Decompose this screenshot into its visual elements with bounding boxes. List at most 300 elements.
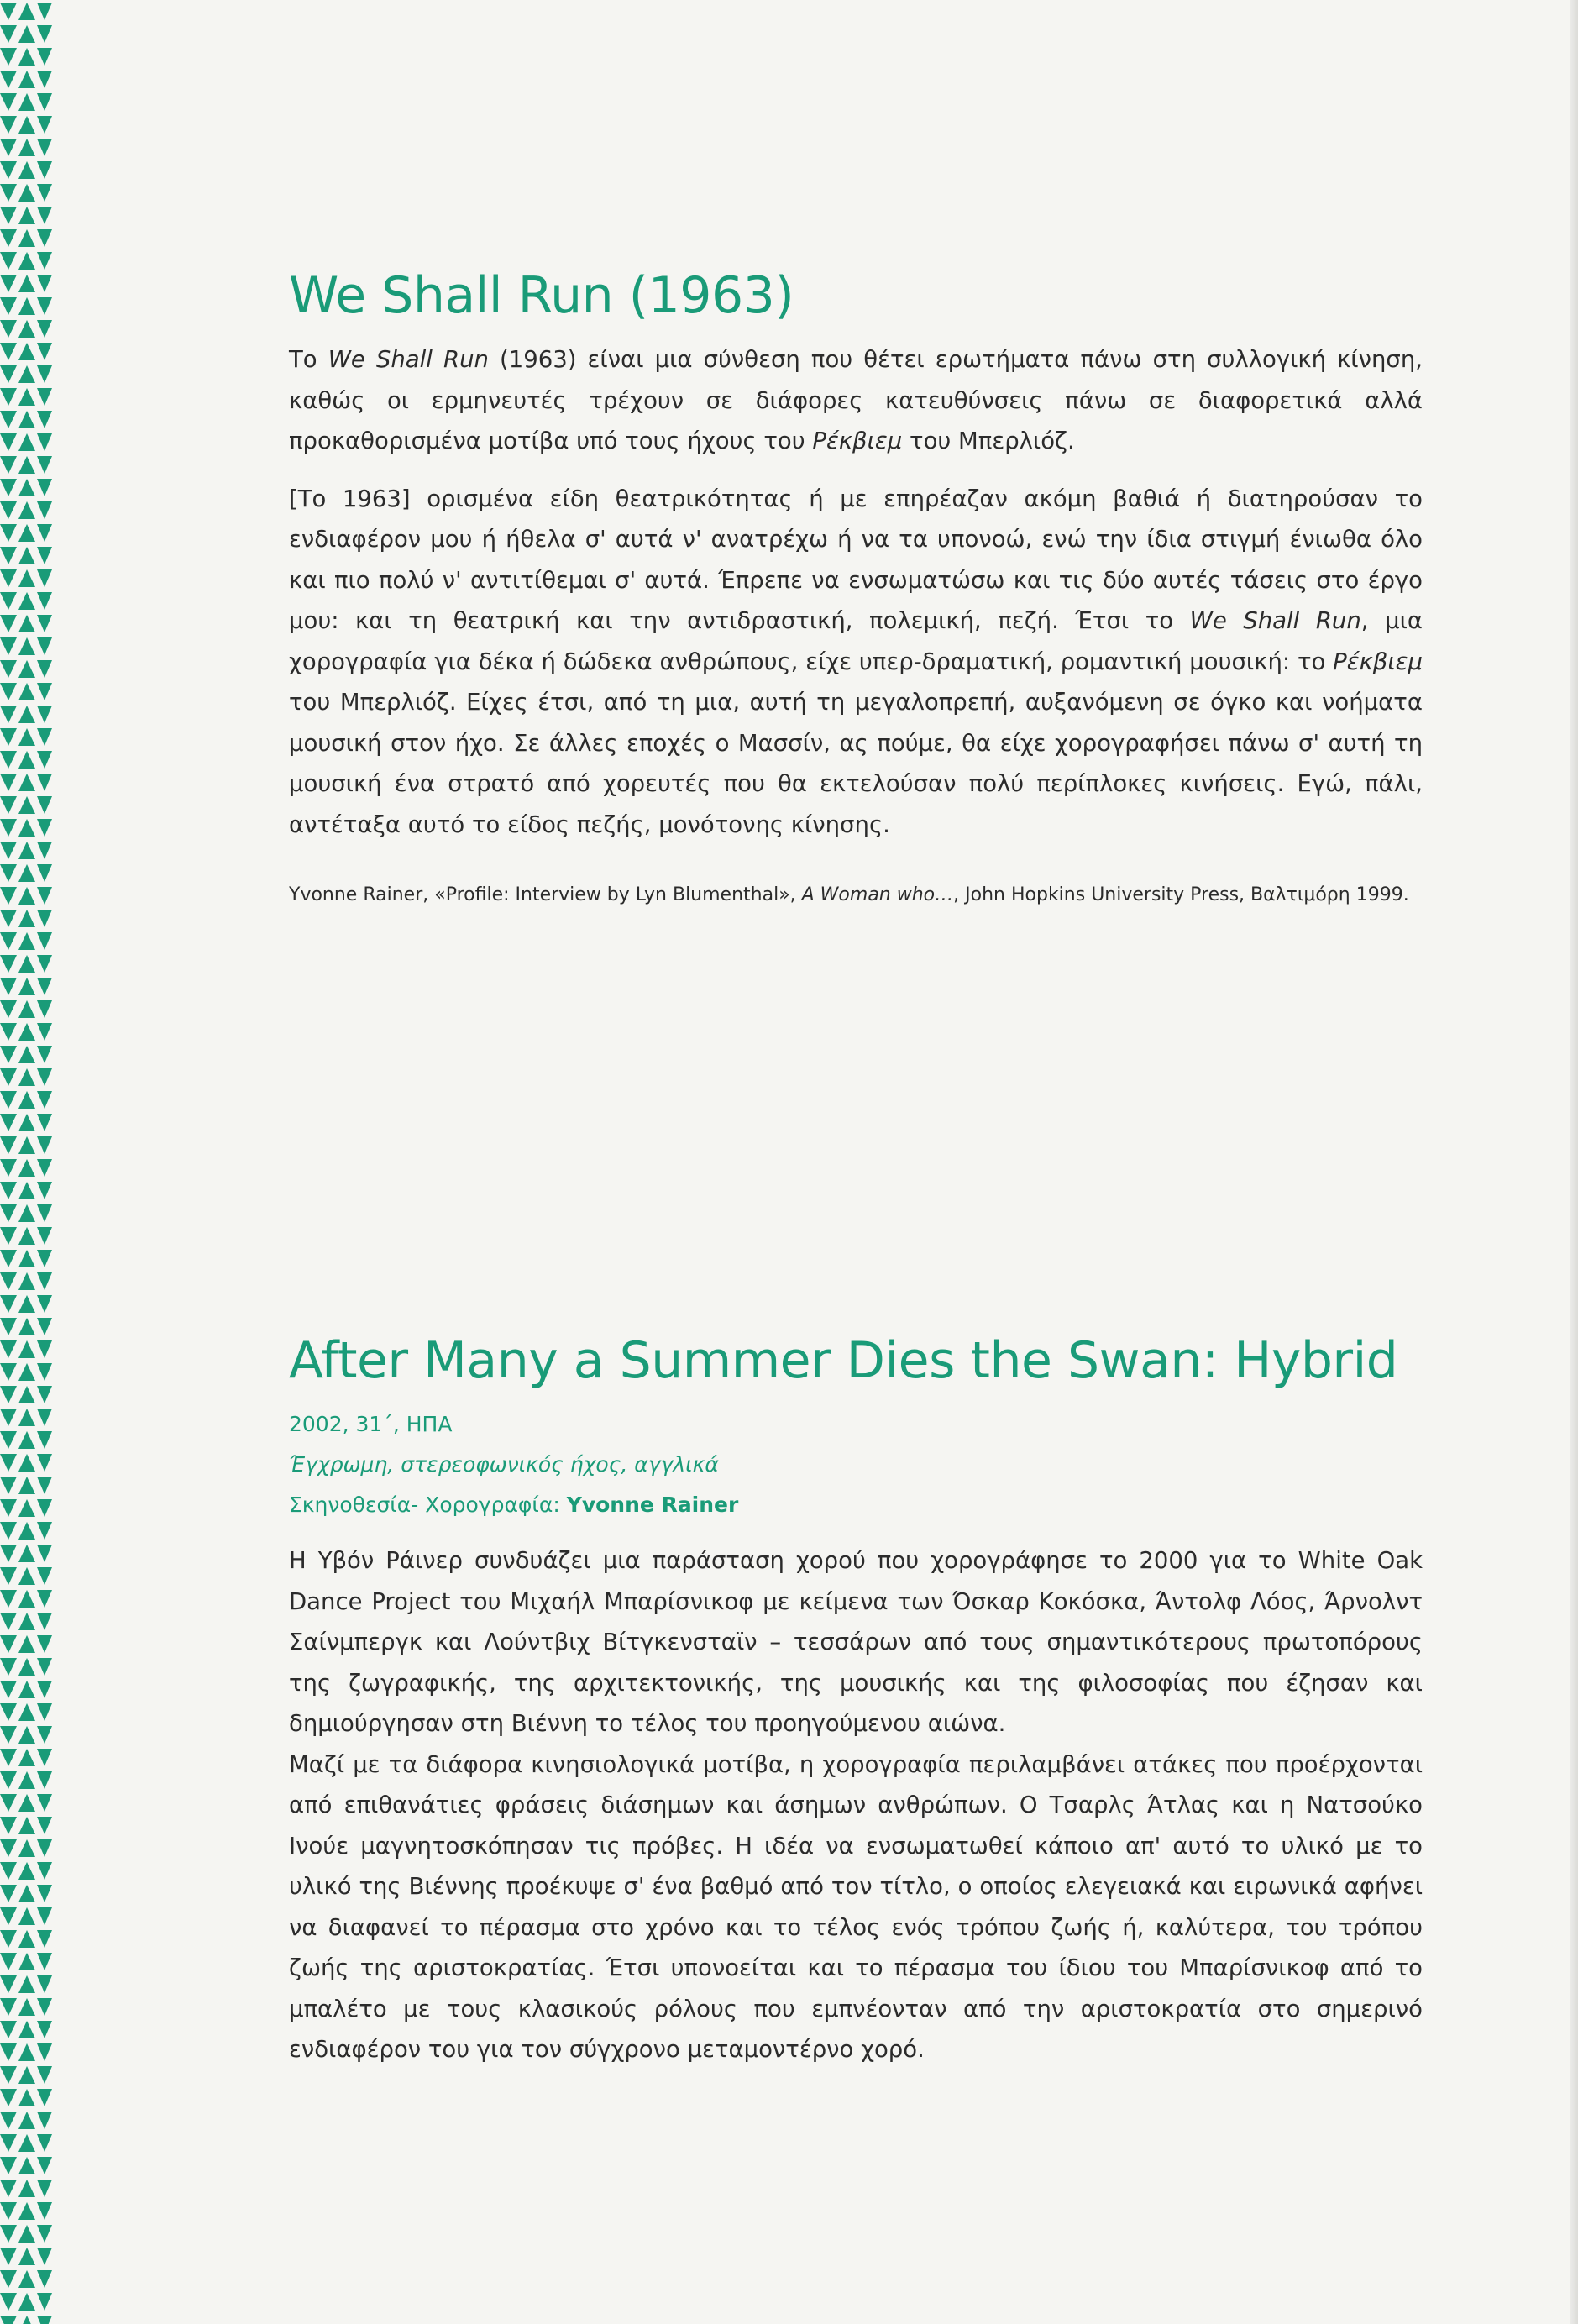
- triangle: [37, 774, 52, 791]
- triangle-row: [0, 411, 52, 428]
- triangle: [0, 275, 17, 292]
- triangle: [18, 660, 35, 678]
- triangle: [37, 1726, 52, 1744]
- triangle: [18, 2066, 35, 2084]
- triangle: [37, 706, 52, 723]
- triangle: [0, 932, 17, 950]
- triangle: [0, 1477, 17, 1494]
- triangle-row: [0, 1975, 52, 1993]
- triangle: [18, 842, 35, 859]
- italic-text: We Shall Run: [328, 346, 489, 373]
- triangle-row: [0, 1272, 52, 1290]
- triangle: [0, 751, 17, 769]
- film-format-text: Έγχρωμη, στερεοφωνικός ήχος, αγγλικά: [289, 1452, 719, 1477]
- triangle: [37, 932, 52, 950]
- triangle: [0, 93, 17, 111]
- triangle: [0, 1703, 17, 1721]
- triangle: [18, 229, 35, 247]
- triangle-row: [0, 1136, 52, 1154]
- triangle: [37, 683, 52, 700]
- triangle-row: [0, 1703, 52, 1721]
- triangle-row: [0, 433, 52, 451]
- triangle-row: [0, 1545, 52, 1562]
- triangle-row: [0, 139, 52, 156]
- triangle: [37, 501, 52, 519]
- triangle: [18, 706, 35, 723]
- triangle: [18, 864, 35, 882]
- triangle: [37, 343, 52, 360]
- triangle-row: [0, 3, 52, 20]
- triangle: [37, 1613, 52, 1630]
- triangle: [0, 207, 17, 224]
- triangle: [37, 93, 52, 111]
- text-run: Yvonne Rainer, «Profile: Interview by Lyn Blumenthal»,: [289, 884, 802, 905]
- triangle: [0, 1953, 17, 1970]
- paragraph: [289, 479, 1423, 846]
- triangle: [37, 25, 52, 43]
- triangle-row: [0, 1613, 52, 1630]
- triangle: [0, 2043, 17, 2061]
- triangle: [18, 978, 35, 995]
- paragraph: [289, 339, 1423, 462]
- triangle: [37, 2021, 52, 2038]
- triangle: [37, 1522, 52, 1540]
- triangle-row: [0, 1409, 52, 1426]
- film-credits: [289, 1485, 1423, 1525]
- triangle: [18, 1046, 35, 1063]
- triangle: [18, 388, 35, 406]
- triangle: [37, 2089, 52, 2106]
- triangle-row: [0, 1363, 52, 1381]
- triangle: [18, 1975, 35, 1993]
- triangle: [0, 1817, 17, 1834]
- triangle: [0, 71, 17, 88]
- triangle: [37, 1272, 52, 1290]
- triangle: [37, 207, 52, 224]
- triangle-row: [0, 456, 52, 474]
- triangle: [18, 1091, 35, 1109]
- triangle: [0, 683, 17, 700]
- triangle: [37, 1658, 52, 1676]
- triangle: [18, 139, 35, 156]
- triangle: [18, 1771, 35, 1789]
- triangle: [0, 910, 17, 927]
- triangle: [0, 229, 17, 247]
- triangle: [18, 1953, 35, 1970]
- triangle-row: [0, 978, 52, 995]
- triangle-row: [0, 2293, 52, 2311]
- text-run: , μια χορογραφία για δέκα ή δώδεκα ανθρώπους, είχε υπερ-δραματική, ρομαντική μουσική: το: [289, 607, 1423, 675]
- triangle: [0, 2225, 17, 2243]
- triangle-row: [0, 1930, 52, 1948]
- triangle-row: [0, 637, 52, 655]
- triangle: [0, 116, 17, 134]
- triangle: [37, 1499, 52, 1517]
- triangle: [37, 1953, 52, 1970]
- triangle: [37, 2248, 52, 2265]
- triangle-row: [0, 524, 52, 542]
- text-run: , John Hopkins University Press, Βαλτιμόρη 1999.: [953, 884, 1409, 905]
- triangle: [0, 1839, 17, 1857]
- triangle: [37, 1862, 52, 1880]
- triangle-row: [0, 2180, 52, 2197]
- triangle: [0, 864, 17, 882]
- triangle: [18, 320, 35, 338]
- triangle: [18, 1862, 35, 1880]
- triangle: [37, 2293, 52, 2311]
- triangle-row: [0, 569, 52, 587]
- triangle: [37, 1635, 52, 1653]
- triangle: [0, 1545, 17, 1562]
- triangle: [18, 1000, 35, 1018]
- film-format: [289, 1445, 1423, 1485]
- triangle-row: [0, 1182, 52, 1199]
- triangle: [0, 728, 17, 746]
- triangle: [18, 887, 35, 905]
- triangle: [0, 2248, 17, 2265]
- triangle-row: [0, 229, 52, 247]
- triangle: [18, 1522, 35, 1540]
- triangle: [37, 2112, 52, 2129]
- triangle: [0, 2202, 17, 2220]
- triangle-row: [0, 479, 52, 496]
- triangle: [18, 1681, 35, 1698]
- triangle: [18, 184, 35, 202]
- text-run: Η Υβόν Ράινερ συνδυάζει μια παράσταση χορού που χορογράφησε το 2000 για το White Oak Dance Project του Μιχαήλ Μπαρίσνικοφ με κείμενα των Όσκαρ Κοκόσκα, Άντολφ Λόος, Άρνολντ Σαίνμπεργκ και Λούντβιχ Βίτγκενσταϊν – τεσσάρων από τους σημαντικότερους πρωτοπόρους της ζωγραφικής, της αρχιτεκτονικής, της μουσικής και της φιλοσοφίας που έζησαν και δημιούργησαν στη Βιέννη το τέλος του προηγούμενου αιώνα.: [289, 1547, 1423, 1737]
- triangle: [18, 116, 35, 134]
- triangle-row: [0, 1227, 52, 1245]
- triangle-row: [0, 1454, 52, 1472]
- triangle: [18, 524, 35, 542]
- triangle: [0, 365, 17, 383]
- triangle: [18, 569, 35, 587]
- triangle: [18, 1159, 35, 1177]
- triangle: [37, 1114, 52, 1131]
- triangle: [18, 1318, 35, 1335]
- triangle: [37, 796, 52, 814]
- triangle: [37, 411, 52, 428]
- triangle-row: [0, 252, 52, 270]
- triangle: [18, 1136, 35, 1154]
- triangle: [37, 297, 52, 315]
- triangle: [18, 1182, 35, 1199]
- triangle: [0, 569, 17, 587]
- triangle: [0, 48, 17, 66]
- triangle: [0, 592, 17, 610]
- triangle: [18, 1409, 35, 1426]
- triangle: [0, 1930, 17, 1948]
- triangle-row: [0, 1046, 52, 1063]
- credit-label: Σκηνοθεσία- Χορογραφία:: [289, 1493, 567, 1517]
- triangle: [37, 1907, 52, 1925]
- triangle: [18, 1703, 35, 1721]
- triangle: [18, 1613, 35, 1630]
- triangle: [0, 1409, 17, 1426]
- triangle: [18, 1885, 35, 1902]
- triangle-row: [0, 2225, 52, 2243]
- triangle: [18, 275, 35, 292]
- triangle-row: [0, 343, 52, 360]
- triangle: [18, 2157, 35, 2174]
- triangle: [37, 1749, 52, 1766]
- paragraph: [289, 1540, 1423, 1744]
- triangle: [37, 229, 52, 247]
- triangle-row: [0, 887, 52, 905]
- triangle: [0, 1340, 17, 1358]
- triangle: [0, 819, 17, 837]
- triangle: [37, 1885, 52, 1902]
- triangle: [37, 1794, 52, 1812]
- triangle: [0, 501, 17, 519]
- triangle: [37, 2316, 52, 2324]
- section-we-shall-run: [289, 262, 1423, 912]
- triangle: [37, 1590, 52, 1608]
- triangle: [37, 71, 52, 88]
- triangle-row: [0, 1477, 52, 1494]
- triangle: [37, 1386, 52, 1403]
- triangle: [0, 2157, 17, 2174]
- triangle-row: [0, 1114, 52, 1131]
- triangle: [37, 1159, 52, 1177]
- triangle: [18, 1998, 35, 2016]
- triangle: [0, 2112, 17, 2129]
- triangle-row: [0, 1340, 52, 1358]
- triangle: [37, 456, 52, 474]
- triangle: [37, 569, 52, 587]
- triangle: [18, 683, 35, 700]
- text-run: του Μπερλιόζ. Είχες έτσι, από τη μια, αυτή τη μεγαλοπρεπή, αυξανόμενη σε όγκο και νοήματα μουσική στον ήχο. Σε άλλες εποχές ο Μασσίν, ας πούμε, θα είχε χορογραφήσει πάνω σ' αυτή τη μουσική ένα στρατό από χορευτές που θα εκτελούσαν πολύ περίπλοκες κινήσεις. Εγώ, πάλι, αντέταξα αυτό το είδος πεζής, μονότονης κίνησης.: [289, 689, 1423, 838]
- triangle: [18, 1386, 35, 1403]
- text-run: Το: [289, 346, 328, 373]
- triangle: [18, 25, 35, 43]
- triangle: [37, 252, 52, 270]
- italic-text: Ρέκβιεμ: [1333, 648, 1423, 675]
- triangle: [18, 252, 35, 270]
- triangle: [0, 1907, 17, 1925]
- triangle: [37, 116, 52, 134]
- triangle: [0, 1204, 17, 1222]
- triangle-row: [0, 864, 52, 882]
- triangle-row: [0, 1953, 52, 1970]
- triangle: [0, 3, 17, 20]
- triangle: [37, 139, 52, 156]
- triangle: [37, 1454, 52, 1472]
- triangle-row: [0, 1068, 52, 1086]
- triangle: [37, 2157, 52, 2174]
- triangle: [37, 1409, 52, 1426]
- triangle-row: [0, 1431, 52, 1449]
- film-year-duration-country: 2002, 31΄, ΗΠΑ: [289, 1412, 453, 1436]
- triangle-row: [0, 842, 52, 859]
- triangle: [0, 2270, 17, 2288]
- triangle: [37, 1046, 52, 1063]
- triangle-row: [0, 1635, 52, 1653]
- triangle: [0, 139, 17, 156]
- triangle-row: [0, 774, 52, 791]
- triangle: [18, 1590, 35, 1608]
- triangle-row: [0, 1681, 52, 1698]
- triangle-row: [0, 592, 52, 610]
- triangle-row: [0, 207, 52, 224]
- triangle: [37, 48, 52, 66]
- triangle: [37, 2043, 52, 2061]
- triangle: [0, 2180, 17, 2197]
- triangle: [0, 842, 17, 859]
- triangle: [0, 479, 17, 496]
- triangle-row: [0, 1567, 52, 1585]
- triangle: [37, 524, 52, 542]
- triangle-row: [0, 161, 52, 179]
- triangle: [18, 2180, 35, 2197]
- triangle-row: [0, 615, 52, 632]
- triangle-row: [0, 1318, 52, 1335]
- triangle: [0, 1590, 17, 1608]
- triangle: [37, 1998, 52, 2016]
- triangle-row: [0, 819, 52, 837]
- triangle: [37, 592, 52, 610]
- triangle: [37, 184, 52, 202]
- triangle: [37, 819, 52, 837]
- triangle-row: [0, 683, 52, 700]
- triangle-row: [0, 1862, 52, 1880]
- italic-text: A Woman who…: [801, 884, 954, 905]
- triangle-row: [0, 955, 52, 973]
- triangle: [0, 1454, 17, 1472]
- triangle: [0, 161, 17, 179]
- triangle-row: [0, 751, 52, 769]
- triangle: [0, 2316, 17, 2324]
- triangle-row: [0, 547, 52, 564]
- triangle: [0, 978, 17, 995]
- triangle: [18, 1068, 35, 1086]
- triangle: [0, 1749, 17, 1766]
- triangle: [0, 456, 17, 474]
- triangle: [0, 1227, 17, 1245]
- triangle: [18, 207, 35, 224]
- triangle: [0, 1023, 17, 1041]
- triangle: [37, 433, 52, 451]
- paragraph: [289, 1744, 1423, 2070]
- triangle: [37, 161, 52, 179]
- triangle: [37, 751, 52, 769]
- triangle: [18, 1839, 35, 1857]
- triangle: [0, 1182, 17, 1199]
- triangle: [37, 615, 52, 632]
- triangle: [0, 433, 17, 451]
- triangle: [18, 774, 35, 791]
- triangle-row: [0, 2021, 52, 2038]
- triangle: [18, 1658, 35, 1676]
- triangle-row: [0, 1794, 52, 1812]
- triangle: [18, 93, 35, 111]
- triangle: [18, 411, 35, 428]
- triangle-row: [0, 1658, 52, 1676]
- credit-name: Yvonne Rainer: [566, 1493, 739, 1517]
- triangle: [18, 1250, 35, 1267]
- triangle: [0, 706, 17, 723]
- triangle-row: [0, 2157, 52, 2174]
- triangle: [37, 3, 52, 20]
- triangle: [37, 864, 52, 882]
- triangle-row: [0, 1998, 52, 2016]
- triangle: [37, 728, 52, 746]
- triangle-row: [0, 2043, 52, 2061]
- triangle: [37, 1068, 52, 1086]
- triangle: [18, 433, 35, 451]
- triangle-row: [0, 910, 52, 927]
- triangle: [18, 1749, 35, 1766]
- triangle: [37, 2134, 52, 2152]
- triangle: [18, 2112, 35, 2129]
- triangle: [18, 297, 35, 315]
- triangle-row: [0, 2066, 52, 2084]
- section-after-many-a-summer: [289, 1327, 1423, 2070]
- triangle: [37, 1567, 52, 1585]
- triangle: [37, 365, 52, 383]
- triangle: [37, 1975, 52, 1993]
- triangle-row: [0, 1386, 52, 1403]
- triangle-row: [0, 2270, 52, 2288]
- triangle: [0, 1000, 17, 1018]
- triangle: [0, 1046, 17, 1063]
- triangle: [18, 728, 35, 746]
- decorative-triangle-border: [0, 0, 54, 2324]
- triangle: [18, 343, 35, 360]
- triangle-row: [0, 1839, 52, 1857]
- triangle: [18, 1635, 35, 1653]
- triangle: [37, 1545, 52, 1562]
- triangle: [18, 1567, 35, 1585]
- triangle: [0, 2089, 17, 2106]
- triangle: [18, 1794, 35, 1812]
- triangle-row: [0, 2112, 52, 2129]
- triangle: [37, 2180, 52, 2197]
- triangle: [37, 1431, 52, 1449]
- triangle: [0, 1998, 17, 2016]
- triangle: [0, 2134, 17, 2152]
- triangle: [18, 1499, 35, 1517]
- triangle: [0, 1068, 17, 1086]
- triangle: [0, 1862, 17, 1880]
- triangle: [18, 637, 35, 655]
- triangle: [0, 320, 17, 338]
- triangle: [0, 1272, 17, 1290]
- triangle-row: [0, 660, 52, 678]
- page-edge: [1570, 0, 1578, 2324]
- text-run: του Μπερλιόζ.: [902, 428, 1075, 454]
- triangle-row: [0, 501, 52, 519]
- triangle-row: [0, 388, 52, 406]
- triangle: [0, 1885, 17, 1902]
- triangle: [0, 1318, 17, 1335]
- text-run: (1963) είναι μια σύνθεση που θέτει ερωτήματα πάνω στη συλλογική κίνηση, καθώς οι ερμηνευτές τρέχουν σε διάφορες κατευθύνσεις πάνω σε διαφορετικά αλλά προκαθορισμένα μοτίβα υπό τους ήχους του: [289, 346, 1423, 454]
- triangle: [37, 1340, 52, 1358]
- triangle: [0, 1794, 17, 1812]
- triangle-row: [0, 1023, 52, 1041]
- triangle: [18, 2043, 35, 2061]
- triangle: [0, 1295, 17, 1313]
- triangle: [18, 1363, 35, 1381]
- triangle: [0, 1499, 17, 1517]
- triangle: [0, 1522, 17, 1540]
- triangle: [18, 796, 35, 814]
- triangle-row: [0, 25, 52, 43]
- triangle: [18, 1023, 35, 1041]
- triangle-row: [0, 2316, 52, 2324]
- citation: [289, 879, 1423, 912]
- triangle: [37, 1295, 52, 1313]
- triangle: [37, 1227, 52, 1245]
